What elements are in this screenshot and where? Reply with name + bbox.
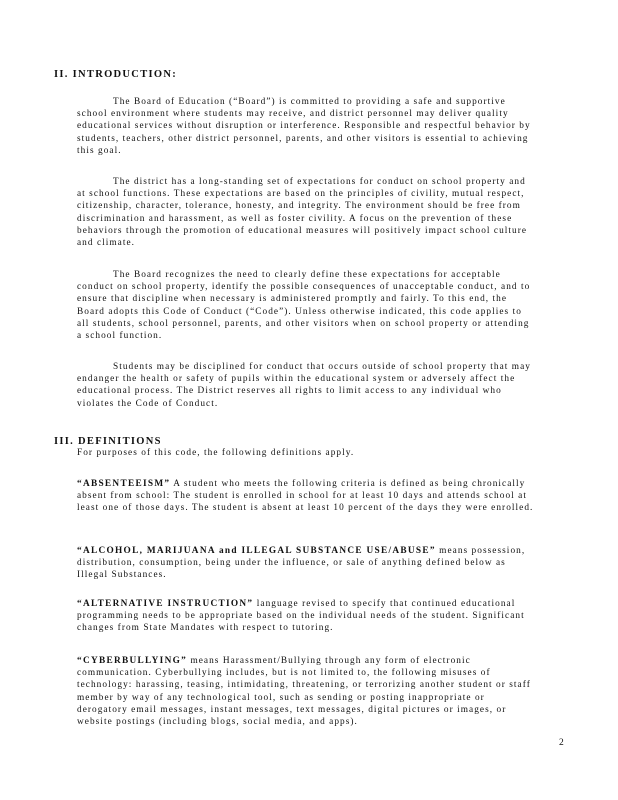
definition-term: “ALCOHOL, MARIJUANA and ILLEGAL SUBSTANCE USE/ABUSE”	[77, 546, 436, 556]
definition-text: language revised to specify that continued educational programming needs to be appropriate based on the individual needs of the student. Significant changes from State Mandates with respect to tutoring.	[77, 599, 525, 634]
intro-paragraph-1: The Board of Education (“Board”) is committed to providing a safe and supportive school environment where students may receive, and district personnel may deliver quality educational services without disruption or interference. Responsible and respectful behavior by students, teachers, other district personnel, parents, and other visitors is essential to achieving this goal.	[77, 97, 531, 156]
definition-term: “ALTERNATIVE INSTRUCTION”	[77, 599, 254, 609]
intro-paragraph-2: The district has a long-standing set of expectations for conduct on school property and at school functions. These expectations are based on the principles of civility, mutual respect, citizenship, character, tolerance, honesty, and integrity. The environment should be free from discrimination and harassment, as well as foster civility. A focus on the prevention of these behaviors through the promotion of educational measures will positively impact school culture and climate.	[77, 177, 528, 249]
definitions-heading: III. DEFINITIONS	[54, 436, 162, 447]
definition-term: “ABSENTEEISM”	[77, 479, 171, 489]
introduction-heading: II. INTRODUCTION:	[54, 69, 178, 80]
intro-paragraph-4: Students may be disciplined for conduct that occurs outside of school property that may endanger the health or safety of pupils within the educational system or adversely affect the educational process. The District reserves all rights to limit access to any individual who violates the Code of Conduct.	[77, 362, 531, 409]
definition-cyberbullying	[77, 655, 535, 728]
definition-substance-use	[77, 545, 535, 582]
definition-absenteeism	[77, 478, 535, 515]
definitions-lead: For purposes of this code, the following definitions apply.	[77, 448, 355, 458]
definition-text: means Harassment/Bullying through any form of electronic communication. Cyberbullying includes, but is not limited to, the following misuses of technology: harassing, teasing, intimidating, threatening, or terrorizing another student or staff member by way of any technological tool, such as sending or posting inappropriate or derogatory email messages, instant messages, text messages, digital pictures or images, or website postings (including blogs, social media, and apps).	[77, 656, 531, 728]
page-number: 2	[559, 738, 564, 748]
definition-text: A student who meets the following criteria is defined as being chronically absent from school: The student is enrolled in school for at least 10 days and attends school at least one of those days. The student is absent at least 10 percent of the days they were enrolled.	[77, 479, 534, 514]
definition-term: “CYBERBULLYING”	[77, 656, 188, 666]
definition-text: means possession, distribution, consumption, being under the influence, or sale of anything defined below as Illegal Substances.	[77, 546, 526, 581]
definition-alternative-instruction	[77, 598, 535, 635]
intro-paragraph-3: The Board recognizes the need to clearly define these expectations for acceptable conduct on school property, identify the possible consequences of unacceptable conduct, and to ensure that discipline when necessary is administered promptly and fairly. To this end, the Board adopts this Code of Conduct (“Code”). Unless otherwise indicated, this code applies to all students, school personnel, parents, and other visitors when on school property or attending a school function.	[77, 270, 531, 342]
